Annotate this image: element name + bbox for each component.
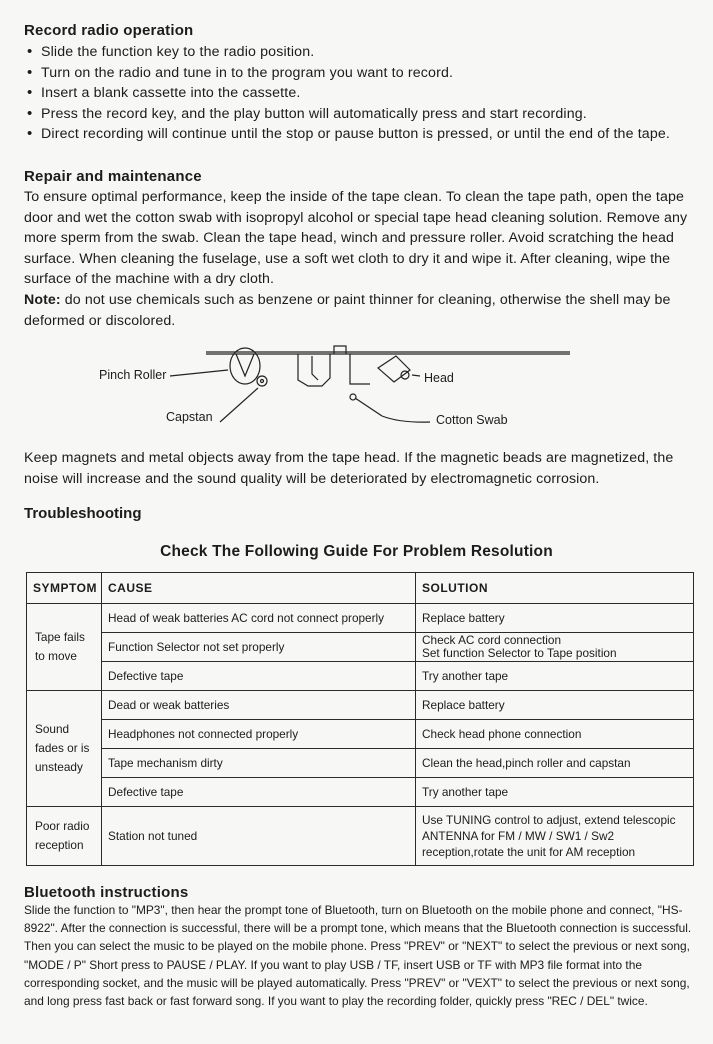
symptom-cell: Poor radio reception: [27, 807, 102, 866]
symptom-header: SYMPTOM: [27, 573, 102, 604]
record-radio-title: Record radio operation: [24, 22, 194, 39]
table-row: [27, 778, 694, 807]
solution-cell: Replace battery: [416, 604, 694, 633]
table-row: [27, 662, 694, 691]
list-item: • Turn on the radio and tune in to the program you want to record.: [24, 63, 704, 84]
solution-cell: Check head phone connection: [416, 720, 694, 749]
guide-title: Check The Following Guide For Problem Resolution: [160, 543, 553, 560]
solution-cell: Replace battery: [416, 691, 694, 720]
symptom-cell: Sound fades or is unsteady: [27, 691, 102, 807]
list-item: • Press the record key, and the play button will automatically press and start recording.: [24, 104, 704, 125]
cotton-swab-label: Cotton Swab: [436, 413, 508, 427]
solution-cell: Use TUNING control to adjust, extend telescopic ANTENNA for FM / MW / SW1 / Sw2 reception,rotate the unit for AM reception: [416, 807, 694, 866]
record-radio-section: [24, 22, 704, 145]
cause-cell: Tape mechanism dirty: [102, 749, 416, 778]
list-item: • Slide the function key to the radio position.: [24, 42, 704, 63]
bluetooth-title: Bluetooth instructions: [24, 884, 189, 901]
cause-cell: Function Selector not set properly: [102, 633, 416, 662]
troubleshooting-title: Troubleshooting: [24, 505, 142, 522]
solution-cell: [416, 633, 694, 662]
table-row: [27, 720, 694, 749]
list-item: • Direct recording will continue until the stop or pause button is pressed, or until the end of the tape.: [24, 124, 704, 145]
symptom-cell: Tape fails to move: [27, 604, 102, 691]
repair-section: [24, 168, 696, 331]
solution-line: Check AC cord connection: [422, 633, 562, 647]
cause-cell: Head of weak batteries AC cord not connect properly: [102, 604, 416, 633]
magnets-paragraph: Keep magnets and metal objects away from the tape head. If the magnetic beads are magnetized, the noise will increase and the sound quality will be deteriorated by electromagnetic corrosion.: [24, 450, 674, 487]
cause-header: CAUSE: [102, 573, 416, 604]
bluetooth-section: [24, 884, 700, 1010]
table-row: [27, 604, 694, 633]
repair-paragraph: To ensure optimal performance, keep the inside of the tape clean. To clean the tape path, open the tape door and wet the cotton swab with isopropyl alcohol or special tape head cleaning solution. Remove any more sperm from the swab. Clean the tape head, winch and pressure roller. Avoid scratching the head surface. When cleaning the fuselage, use a soft wet cloth to dry it and wipe it. After cleaning, wipe the surface of the machine with a dry cloth.: [24, 189, 688, 288]
note-text: do not use chemicals such as benzene or paint thinner for cleaning, otherwise the shell may be deformed or discolored.: [24, 291, 671, 329]
cause-cell: Headphones not connected properly: [102, 720, 416, 749]
pinch-roller-label: Pinch Roller: [99, 368, 167, 382]
table-header-row: [27, 573, 694, 604]
table-row: [27, 691, 694, 720]
bluetooth-paragraph: Slide the function to "MP3", then hear the prompt tone of Bluetooth, turn on Bluetooth on the mobile phone and connect, "HS-8922". After the connection is successful, there will be a prompt tone, which means that the Bluetooth connection is successful. Then you can select the music to be played on the mobile phone. Press "PREV" or "NEXT" to select the previous or next song, "MODE / P" Short press to PAUSE / PLAY. If you want to play USB / TF, insert USB or TF with MP3 file format into the corresponding socket, and the music will be played automatically. Press "PREV" or "VEXT" to select the previous or next song, and long press fast back or fast forward song. If you want to play the recording folder, quickly press "REC / DEL" twice.: [24, 903, 692, 1009]
record-radio-list: [24, 42, 704, 145]
solution-cell: Clean the head,pinch roller and capstan: [416, 749, 694, 778]
solution-cell: Try another tape: [416, 778, 694, 807]
troubleshooting-table: [26, 572, 694, 866]
tape-head-diagram: [0, 340, 713, 440]
solution-line: Set function Selector to Tape position: [422, 646, 617, 660]
cause-cell: Dead or weak batteries: [102, 691, 416, 720]
tape-mechanism-drawing: [0, 340, 713, 440]
table-row: [27, 633, 694, 662]
repair-note: [24, 290, 696, 331]
table-row: [27, 749, 694, 778]
cause-cell: Defective tape: [102, 778, 416, 807]
cause-cell: Defective tape: [102, 662, 416, 691]
capstan-label: Capstan: [166, 410, 213, 424]
magnets-section: [24, 448, 700, 489]
repair-title: Repair and maintenance: [24, 168, 202, 185]
solution-cell: Try another tape: [416, 662, 694, 691]
note-label: Note:: [24, 291, 61, 308]
cause-cell: Station not tuned: [102, 807, 416, 866]
solution-header: SOLUTION: [416, 573, 694, 604]
table-row: [27, 807, 694, 866]
head-label: Head: [424, 371, 454, 385]
list-item: • Insert a blank cassette into the cassette.: [24, 83, 704, 104]
